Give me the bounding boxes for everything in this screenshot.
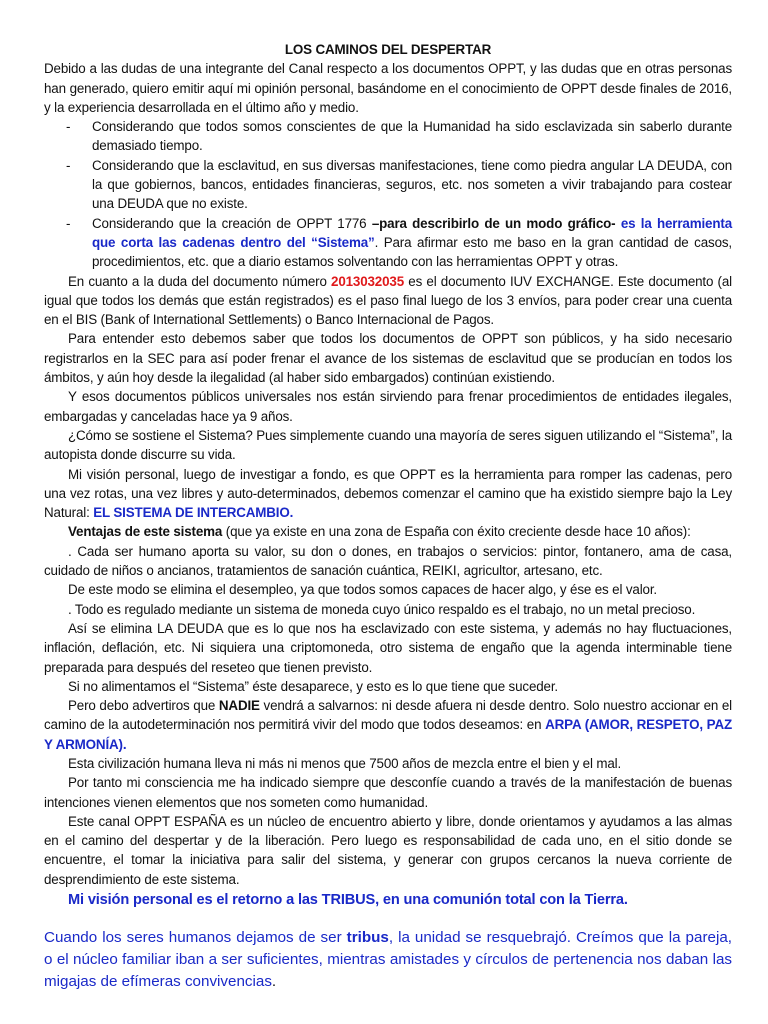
document-title: LOS CAMINOS DEL DESPERTAR [284, 42, 492, 57]
paragraph-value: . Cada ser humano aporta su valor, su don o dones, en trabajos o servicios: pintor, fontanero, ama de casa, cuidado de niños o ancianos, tratamientos de sanación cuántica, REIKI, agricultor, artesano, etc. [44, 543, 732, 579]
tribes-emphasis: tribus [346, 929, 389, 947]
text-run: es el documento IUV EXCHANGE. Este documento (al igual que todos los demás que están registrados) es el paso final luego de los 3 envíos, para poder crear una cuenta en el BIS (Bank of International Settlements) o Banco Internacional de Pagos. [44, 273, 732, 328]
bullet-text: Considerando que todos somos conscientes de que la Humanidad ha sido esclavizada sin saberlo durante demasiado tiempo. [92, 119, 732, 154]
paragraph-civilization: Esta civilización humana lleva ni más ni menos que 7500 años de mezcla entre el bien y el mal. [68, 755, 622, 771]
advantages-heading [44, 522, 732, 541]
paragraph-personal-vision [44, 465, 732, 523]
bullet-text: Considerando que la creación de OPPT 1776 [92, 215, 372, 231]
document-number: 2013032035 [331, 273, 404, 289]
text-run: Pero debo advertiros que [68, 698, 219, 714]
text-run: , la unidad se resquebrajó. Creímos que la pareja, o el núcleo familiar iban a ser suficientes, mientras amistades y círculos de pertenencia nos daban las migajas de efímeras convivencias [44, 929, 732, 991]
considerations-list [44, 117, 732, 271]
list-item [44, 156, 732, 214]
arpa-highlight: ARPA (AMOR, RESPETO, PAZ Y ARMONÍA). [44, 717, 733, 752]
exchange-system-highlight: EL SISTEMA DE INTERCAMBIO. [93, 505, 294, 521]
text-run: (que ya existe en una zona de España con éxito creciente desde hace 10 años): [222, 524, 691, 540]
closing-period: . [271, 973, 277, 991]
nobody-emphasis: NADIE [218, 698, 260, 714]
paragraph-sec: Para entender esto debemos saber que todos los documentos de OPPT son públicos, y ha sido necesario registrarlos en la SEC para así poder frenar el avance de los sistemas de esclavitud que se producían en todos los ámbitos, y aún hoy desde la ilegalidad (al haber sido embargados) continúan existiendo. [44, 331, 732, 386]
text-run: En cuanto a la duda del documento número [68, 273, 332, 289]
bullet-dash: - [66, 157, 71, 173]
text-run: vendrá a salvarnos: ni desde afuera ni desde dentro. Solo nuestro accionar en el camino de la autodeterminación nos permitirá vivir del modo que todos deseamos: en [44, 698, 732, 733]
list-item [44, 214, 732, 272]
bullet-bold-phrase: –para describirlo de un modo gráfico- [371, 215, 616, 231]
paragraph-unemployment: De este modo se elimina el desempleo, ya que todos somos capaces de hacer algo, y ése es el valor. [68, 582, 657, 598]
paragraph-channel: Este canal OPPT ESPAÑA es un núcleo de encuentro abierto y libre, donde orientamos y ayudamos a las almas en el camino del despertar y de la liberación. Pero luego es responsabilidad de cada uno, en el sitio donde se encuentre, el tomar la iniciativa para salir del sistema, y generar con grupos cercanos la nueva corriente de desprendimiento de este sistema. [44, 813, 732, 887]
paragraph-system-question: ¿Cómo se sostiene el Sistema? Pues simplemente cuando una mayoría de seres siguen utilizando el “Sistema”, la autopista donde discurre su vida. [44, 427, 732, 463]
vision-statement: Mi visión personal es el retorno a las TRIBUS, en una comunión total con la Tierra. [68, 892, 628, 909]
bullet-dash: - [66, 119, 71, 135]
paragraph-debt: Así se elimina LA DEUDA que es lo que nos ha esclavizado con este sistema, y además no hay fluctuaciones, inflación, deflación, etc. Ni siquiera una criptomoneda, otro sistema de engaño que la agenda interminable tiene preparada para después del reseteo que tienen previsto. [44, 620, 732, 675]
paragraph-currency: . Todo es regulado mediante un sistema de moneda cuyo único respaldo es el trabajo, no un metal precioso. [68, 601, 696, 617]
closing-paragraph [44, 927, 732, 993]
bullet-highlight: es la herramienta que corta las cadenas dentro del “Sistema” [92, 215, 732, 250]
paragraph-consciousness: Por tanto mi consciencia me ha indicado siempre que desconfíe cuando a través de la manifestación de buenas intenciones vienen elementos que nos someten como humanidad. [44, 775, 732, 810]
text-run: Cuando los seres humanos dejamos de ser [44, 929, 347, 947]
paragraph-feed-system: Si no alimentamos el “Sistema” éste desaparece, y esto es lo que tiene que suceder. [68, 678, 558, 694]
paragraph-warning [44, 696, 732, 754]
intro-paragraph: Debido a las dudas de una integrante del Canal respecto a los documentos OPPT, y las dudas que en otras personas han generado, quiero emitir aquí mi opinión personal, basándome en el conocimiento de OPPT desde finales de 2016, y la experiencia desarrollada en el último año y medio. [44, 61, 732, 115]
document-number-paragraph [44, 272, 732, 330]
list-item [44, 117, 732, 156]
text-run: Mi visión personal, luego de investigar a fondo, es que OPPT es la herramienta para romper las cadenas, pero una vez rotas, una vez libres y auto-determinados, debemos comenzar el camino que ha existido siempre bajo la Ley Natural: [44, 466, 732, 521]
bullet-text: Considerando que la esclavitud, en sus diversas manifestaciones, tiene como piedra angular LA DEUDA, con la que gobiernos, bancos, entidades financieras, seguros, etc. nos someten a vivir trabajando para costear una DEUDA que no existe. [92, 157, 732, 212]
bullet-dash: - [66, 215, 71, 231]
paragraph-public-docs: Y esos documentos públicos universales nos están sirviendo para frenar procedimientos de entidades ilegales, embargadas y canceladas hace ya 9 años. [44, 389, 732, 424]
advantages-label: Ventajas de este sistema [68, 524, 223, 540]
bullet-text-end: . Para afirmar esto me baso en la gran cantidad de casos, procedimientos, etc. que a diario estamos solventando con las herramientas OPPT y otras. [92, 234, 732, 270]
